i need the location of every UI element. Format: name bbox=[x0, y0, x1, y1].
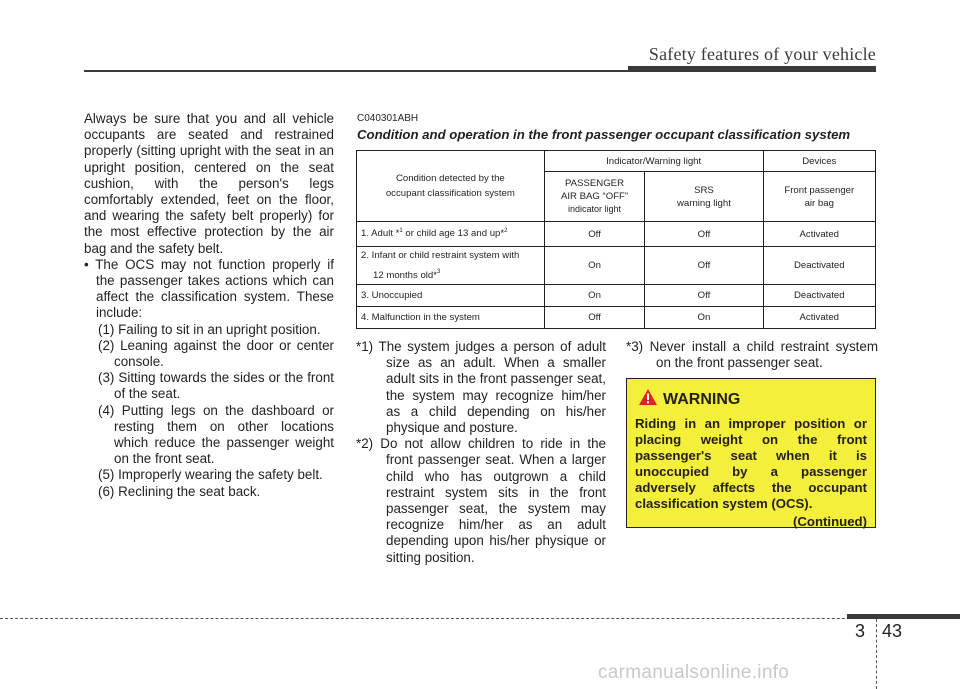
footnotes-column-2 bbox=[626, 339, 878, 371]
condition-cell: 4. Malfunction in the system bbox=[357, 307, 545, 329]
list-item: (6) Reclining the seat back. bbox=[98, 483, 261, 499]
footer-rule bbox=[0, 618, 960, 619]
header-accent-bar bbox=[628, 66, 876, 71]
list-item: (3) Sitting towards the sides or the front of the seat. bbox=[98, 370, 334, 402]
passenger-airbag-light-cell: On bbox=[544, 285, 645, 307]
srs-light-cell: On bbox=[645, 307, 763, 329]
left-column bbox=[84, 111, 334, 500]
section-code: C040301ABH bbox=[357, 113, 419, 124]
head-devices: Devices bbox=[763, 151, 875, 172]
airbag-status-cell: Activated bbox=[763, 222, 875, 247]
footnotes-column-1 bbox=[356, 339, 606, 566]
table-row bbox=[357, 247, 876, 285]
section-title: Condition and operation in the front passenger occupant classification system bbox=[357, 127, 851, 142]
page-header-title: Safety features of your vehicle bbox=[648, 44, 876, 64]
airbag-status-cell: Activated bbox=[763, 307, 875, 329]
chapter-number: 3 bbox=[855, 621, 866, 641]
table-row bbox=[357, 285, 876, 307]
ocs-bullet: • The OCS may not function properly if the passenger takes actions which can affect the classification system. These include: bbox=[84, 256, 334, 321]
airbag-status-cell: Deactivated bbox=[763, 247, 875, 285]
srs-light-cell: Off bbox=[645, 222, 763, 247]
footer-accent-bar bbox=[847, 614, 960, 619]
footnote-1: *1) The system judges a person of adult size as an adult. When a smaller adult sits in the front passenger seat, the system may recognize him/her as a child depending on his/her physique and posture. bbox=[356, 339, 606, 436]
condition-cell: 3. Unoccupied bbox=[357, 285, 545, 307]
warning-box bbox=[626, 378, 876, 528]
list-item: (2) Leaning against the door or center console. bbox=[98, 337, 334, 370]
warning-continued: (Continued) bbox=[793, 514, 867, 529]
condition-cell: 1. Adult *$^1$ or child age 13 and up*$^2$ bbox=[357, 222, 545, 247]
table-header-row bbox=[357, 151, 876, 172]
head-indicator: Indicator/Warning light bbox=[544, 151, 763, 172]
head-front-passenger-airbag: Front passenger air bag bbox=[763, 172, 875, 222]
airbag-status-cell: Deactivated bbox=[763, 285, 875, 307]
footnote-2: *2) Do not allow children to ride in the front passenger seat. When a larger child who has outgrown a child restraint system sits in the front passenger seat, the system may recognize him/her as an adult depending upon his/her physique or sitting position. bbox=[356, 436, 606, 565]
srs-light-cell: Off bbox=[645, 247, 763, 285]
head-condition: Condition detected by the occupant classification system bbox=[357, 151, 545, 222]
ocs-table bbox=[356, 150, 876, 329]
warning-text: Riding in an improper position or placing weight on the front passenger's seat when it is unoccupied by a passenger adversely affects the occupant classification system (OCS). bbox=[635, 416, 867, 511]
passenger-airbag-light-cell: On bbox=[544, 247, 645, 285]
page-number: 43 bbox=[882, 621, 903, 641]
footnote-3: *3) Never install a child restraint system on the front passenger seat. bbox=[626, 339, 878, 371]
list-item: (5) Improperly wearing the safety belt. bbox=[98, 467, 323, 483]
warning-triangle-icon bbox=[639, 389, 657, 410]
warning-title: WARNING bbox=[663, 390, 741, 408]
passenger-airbag-light-cell: Off bbox=[544, 307, 645, 329]
head-srs-light: SRS warning light bbox=[645, 172, 763, 222]
ocs-conditions-list bbox=[84, 322, 334, 500]
warning-header bbox=[639, 389, 867, 410]
passenger-airbag-light-cell: Off bbox=[544, 222, 645, 247]
watermark: carmanualsonline.info bbox=[598, 662, 790, 683]
srs-light-cell: Off bbox=[645, 285, 763, 307]
list-item: (4) Putting legs on the dashboard or resting them on other locations which reduce the passenger weight on the front seat. bbox=[98, 402, 334, 467]
condition-cell: 2. Infant or child restraint system with 12 months old*$^3$ bbox=[357, 247, 545, 285]
intro-paragraph: Always be sure that you and all vehicle occupants are seated and restrained properly (sitting upright with the seat in an upright position, centered on the seat cushion, with the person's legs comfortably extended, feet on the floor, and wearing the safety belt properly) for the most effective protection by the air bag and the safety belt. bbox=[84, 111, 334, 256]
table-row bbox=[357, 222, 876, 247]
table-row bbox=[357, 307, 876, 329]
footer-divider bbox=[876, 619, 877, 689]
head-passenger-airbag-light: PASSENGER AIR BAG “OFF” indicator light bbox=[544, 172, 645, 222]
list-item: (1) Failing to sit in an upright position. bbox=[98, 321, 321, 337]
